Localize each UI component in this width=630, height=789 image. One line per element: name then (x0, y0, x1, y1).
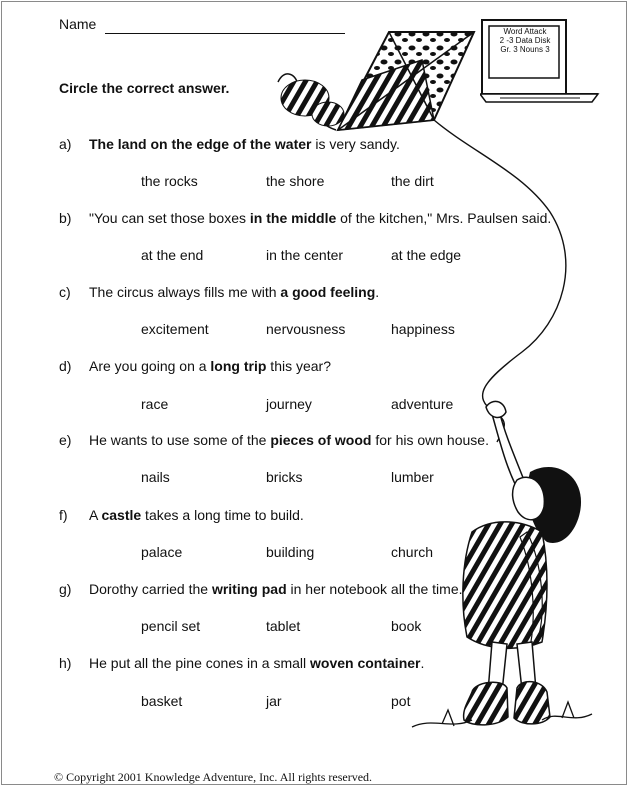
answer-option[interactable]: happiness (391, 321, 455, 337)
question-letter: g) (59, 581, 72, 597)
answer-option[interactable]: journey (266, 396, 312, 412)
worksheet-page (1, 1, 627, 785)
answer-option[interactable]: tablet (266, 618, 301, 634)
answer-option[interactable]: bricks (266, 469, 303, 485)
answer-option[interactable]: jar (266, 693, 282, 709)
answer-option[interactable]: the shore (266, 173, 325, 189)
question-h (59, 655, 424, 671)
answer-option[interactable]: in the center (266, 247, 344, 263)
question-d (59, 358, 331, 374)
answer-option[interactable]: excitement (141, 321, 209, 337)
answer-option[interactable]: pencil set (141, 618, 201, 634)
question-text-post: is very sandy. (311, 136, 400, 152)
answer-option[interactable]: at the end (141, 247, 204, 263)
question-b (59, 210, 551, 226)
question-text-post: of the kitchen," Mrs. Paulsen said. (336, 210, 552, 226)
question-target-phrase: pieces of wood (270, 432, 372, 448)
answer-option[interactable]: pot (391, 693, 411, 709)
answer-option[interactable]: book (391, 618, 422, 634)
disk-label-line: Word Attack (503, 27, 547, 36)
question-target-phrase: castle (101, 507, 142, 523)
answer-option[interactable]: at the edge (391, 247, 462, 263)
question-text-post: . (420, 655, 425, 671)
question-text-post: for his own house. (371, 432, 489, 448)
question-f (59, 507, 304, 523)
question-text-pre: Are you going on a (89, 358, 211, 374)
answer-option[interactable]: nervousness (266, 321, 346, 337)
copyright-notice: © Copyright 2001 Knowledge Adventure, Inc. All rights reserved. (54, 770, 373, 784)
kite-string (434, 120, 566, 442)
kite-body (338, 32, 474, 130)
question-g (59, 581, 463, 597)
question-letter: a) (59, 136, 72, 152)
question-letter: c) (59, 284, 71, 300)
question-text-post: takes a long time to build. (141, 507, 304, 523)
question-text-pre: He put all the pine cones in a small (89, 655, 311, 671)
answer-option[interactable]: basket (141, 693, 183, 709)
question-target-phrase: woven container (310, 655, 421, 671)
name-label: Name (59, 16, 97, 32)
question-target-phrase: in the middle (249, 210, 337, 226)
question-target-phrase: long trip (210, 358, 267, 374)
answer-option[interactable]: the rocks (141, 173, 198, 189)
question-letter: e) (59, 432, 72, 448)
question-text-post: in her notebook all the time. (286, 581, 463, 597)
question-text-pre: He wants to use some of the (89, 432, 271, 448)
question-text-pre: "You can set those boxes (89, 210, 250, 226)
question-target-phrase: The land on the edge of the water (89, 136, 312, 152)
question-c (59, 284, 379, 300)
question-a (59, 136, 400, 152)
question-text-pre: A (89, 507, 102, 523)
answer-option[interactable]: race (141, 396, 169, 412)
answer-option[interactable]: church (391, 544, 434, 560)
question-text-pre: The circus always fills me with (89, 284, 281, 300)
disk-label-line: 2 -3 Data Disk (499, 36, 551, 45)
disk-label-line: Gr. 3 Nouns 3 (500, 45, 550, 54)
answer-option[interactable]: lumber (391, 469, 434, 485)
answer-option[interactable]: adventure (391, 396, 454, 412)
question-target-phrase: a good feeling (280, 284, 376, 300)
question-letter: f) (59, 507, 68, 523)
question-letter: d) (59, 358, 72, 374)
girl-figure (412, 401, 592, 727)
instruction-text: Circle the correct answer. (59, 80, 230, 96)
question-text-pre: Dorothy carried the (89, 581, 212, 597)
question-target-phrase: writing pad (211, 581, 287, 597)
answer-option[interactable]: palace (141, 544, 183, 560)
question-e (59, 432, 489, 448)
question-letter: b) (59, 210, 72, 226)
question-letter: h) (59, 655, 72, 671)
answer-option[interactable]: the dirt (391, 173, 434, 189)
answer-option[interactable]: building (266, 544, 315, 560)
kite-tail (278, 74, 344, 130)
question-text-post: this year? (266, 358, 332, 374)
question-text-post: . (375, 284, 380, 300)
answer-option[interactable]: nails (141, 469, 170, 485)
